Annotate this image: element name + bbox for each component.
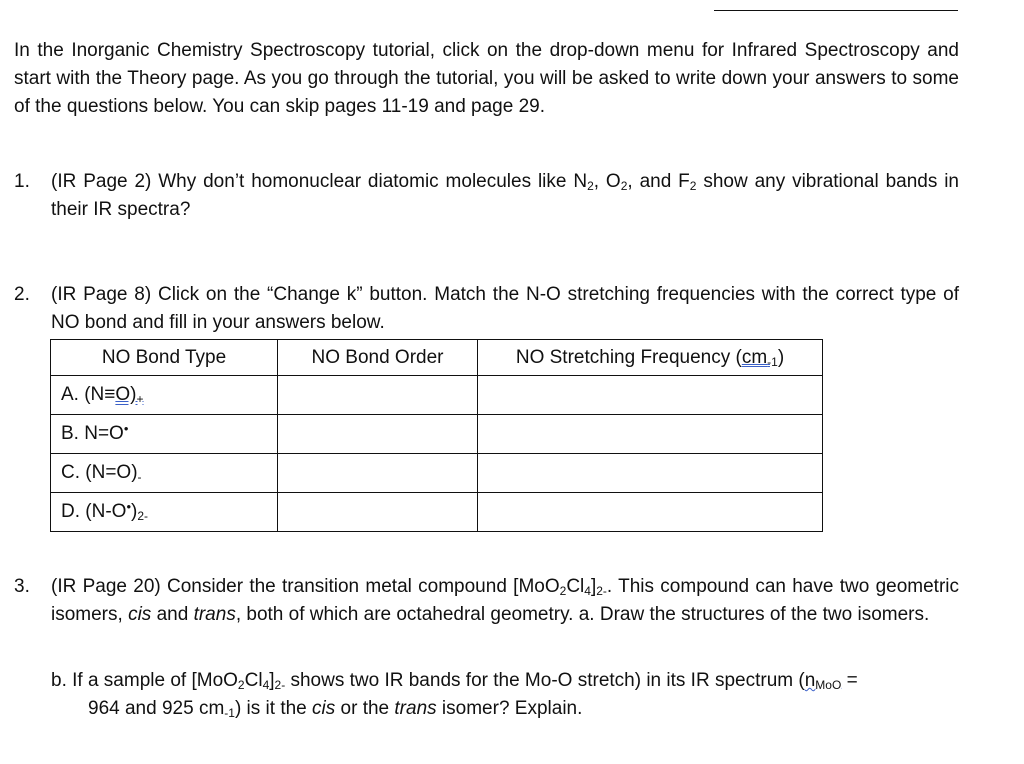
q3b-line2-c: or the (335, 698, 395, 719)
question-2 (14, 281, 959, 337)
intro-paragraph: In the Inorganic Chemistry Spectroscopy tutorial, click on the drop-down menu for Infrared Spectroscopy and start with the Theory page. As you go through the tutorial, you will be asked to write down your answers to some of the questions below. You can skip pages 11-19 and page 29. (14, 40, 959, 117)
header-freq-unit-text: cm (741, 346, 768, 368)
table-row (51, 415, 823, 454)
q3-text-c: ] (590, 576, 597, 597)
q3b-text-c: ] (269, 670, 275, 691)
question-3-text (51, 573, 959, 629)
row-d-radical-dot: • (126, 499, 131, 514)
row-a-label: A. (N≡ (61, 384, 116, 405)
header-freq-text: NO Stretching Frequency ( (515, 346, 742, 368)
q1-text-c: , and F (627, 171, 690, 192)
q3-sub-b: 4 (584, 584, 591, 598)
q1-sub-b: 2 (620, 179, 628, 193)
question-3-number: 3. (14, 576, 30, 597)
q3b-cis: cis (312, 698, 336, 719)
q3-text-f: , both of which are octahedral geometry. a. Draw the structures of the two isomers. (235, 604, 930, 625)
header-freq-close: ) (777, 346, 785, 368)
table-row (51, 454, 823, 493)
row-a-underlined (115, 384, 143, 405)
q3b-line2-a: 964 and 925 cm (88, 698, 225, 719)
q3b-sub-a: 2 (237, 678, 245, 692)
question-1-text (51, 168, 959, 224)
q3-text-a: (IR Page 20) Consider the transition metal compound [MoO (51, 576, 560, 597)
row-a-bond-type (51, 376, 278, 415)
q3b-line2-sup: -1 (224, 706, 235, 720)
row-a-bond-order-cell[interactable] (278, 376, 478, 415)
row-b-frequency-cell[interactable] (478, 415, 823, 454)
q3-trans: trans (193, 604, 236, 625)
q1-text-d: show any vibrational bands in their IR spectra? (51, 171, 960, 220)
row-a-label-u: O) (115, 384, 137, 405)
row-b-bond-order-cell[interactable] (278, 415, 478, 454)
q3b-text-a: b. If a sample of [MoO (51, 670, 238, 691)
header-bond-order: NO Bond Order (278, 340, 478, 376)
row-b-bond-type (51, 415, 278, 454)
row-d-label: D. (N-O (61, 501, 127, 522)
q3b-line2-d: isomer? Explain. (436, 698, 583, 719)
q3b-line2-b: ) is it the (234, 698, 313, 719)
q3b-charge: 2- (274, 678, 286, 692)
q3b-nu: n (804, 670, 816, 691)
question-2-text: (IR Page 8) Click on the “Change k” button. Match the N-O stretching frequencies with the correct type of NO bond and fill in your answers below. (51, 284, 959, 333)
q1-sub-a: 2 (587, 179, 594, 193)
q3b-text-b: Cl (244, 670, 263, 691)
row-a-frequency-cell[interactable] (478, 376, 823, 415)
q3b-text-d: shows two IR bands for the Mo-O stretch) in its IR spectrum ( (285, 670, 805, 691)
row-a-charge: + (136, 392, 144, 406)
q3-charge: 2- (596, 584, 607, 598)
q3b-nu-sub: MoO (815, 678, 842, 692)
q3b-text-e: = (841, 670, 858, 691)
q3-text-d: . This compound can have two geometric isomers, (51, 576, 959, 625)
table-row (51, 376, 823, 415)
row-d-bond-type (51, 493, 278, 532)
row-d-frequency-cell[interactable] (478, 493, 823, 532)
header-stretching-frequency (478, 340, 823, 376)
question-3 (14, 573, 959, 629)
question-3b-text (51, 667, 961, 723)
row-b-radical-dot: • (123, 421, 129, 436)
table-row (51, 493, 823, 532)
q3b-nu-symbol (805, 670, 842, 691)
q1-sub-c: 2 (689, 179, 697, 193)
q3-sub-a: 2 (559, 584, 567, 598)
question-2-number: 2. (14, 284, 30, 305)
question-1 (14, 168, 959, 224)
question-3b-line-2 (51, 695, 961, 723)
header-bond-type: NO Bond Type (51, 340, 278, 376)
row-d-charge: 2- (137, 509, 148, 523)
name-blank-line (714, 10, 958, 11)
header-freq-unit (742, 347, 778, 368)
row-c-frequency-cell[interactable] (478, 454, 823, 493)
row-d-close: ) (131, 501, 138, 522)
question-1-number: 1. (14, 171, 30, 192)
row-c-bond-order-cell[interactable] (278, 454, 478, 493)
table-header-row (51, 340, 823, 376)
row-c-charge: - (137, 470, 142, 484)
row-b-label: B. N=O (61, 423, 124, 444)
row-d-bond-order-cell[interactable] (278, 493, 478, 532)
q3-cis: cis (128, 604, 152, 625)
q3b-trans: trans (394, 698, 437, 719)
row-c-label: C. (N=O) (61, 462, 138, 483)
q3-text-b: Cl (566, 576, 585, 597)
q1-text-a: (IR Page 2) Why don’t homonuclear diatomic molecules like N (51, 171, 588, 192)
no-bond-table (50, 339, 823, 532)
row-c-bond-type (51, 454, 278, 493)
q3b-sub-b: 4 (262, 678, 270, 692)
header-freq-unit-sup: -1 (767, 354, 778, 369)
q3-text-e: and (151, 604, 194, 625)
q1-text-b: , O (593, 171, 621, 192)
